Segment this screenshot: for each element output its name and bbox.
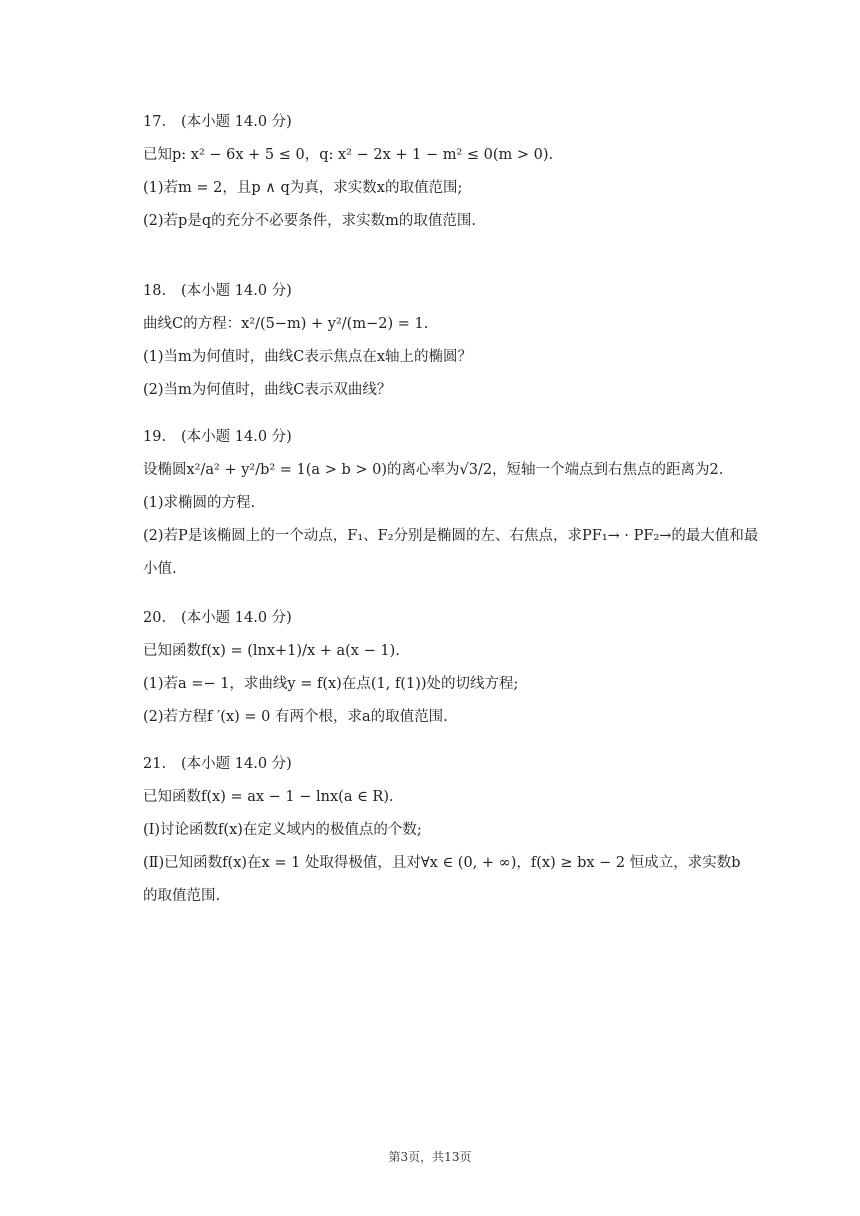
problem-part: (1)当m为何值时，曲线C表示焦点在x轴上的椭圆？ bbox=[143, 349, 473, 365]
problem-score: (本小题 14.0 分) bbox=[181, 756, 292, 772]
problem-part: (2)若p是q的充分不必要条件，求实数m的取值范围. bbox=[143, 213, 476, 229]
problem-score: (本小题 14.0 分) bbox=[181, 610, 292, 626]
problem-part: (Ⅰ)讨论函数f(x)在定义域内的极值点的个数; bbox=[143, 822, 422, 838]
page-footer: 第3页，共13页 bbox=[388, 1150, 472, 1164]
problem-header bbox=[143, 280, 763, 302]
problem-header bbox=[143, 607, 763, 629]
problem-score: (本小题 14.0 分) bbox=[181, 283, 292, 299]
problem-21 bbox=[143, 753, 763, 918]
problem-18 bbox=[143, 280, 763, 412]
problem-score: (本小题 14.0 分) bbox=[181, 429, 292, 445]
problem-part: (2)当m为何值时，曲线C表示双曲线？ bbox=[143, 382, 392, 398]
problem-part: 小值. bbox=[143, 561, 177, 577]
problem-score: (本小题 14.0 分) bbox=[181, 114, 292, 130]
problem-part: (1)若m = 2，且p ∧ q为真，求实数x的取值范围; bbox=[143, 180, 463, 196]
problem-stem: 曲线C的方程：x²/(5−m) + y²/(m−2) = 1. bbox=[143, 316, 429, 332]
problem-part: (Ⅱ)已知函数f(x)在x = 1 处取得极值，且对∀x ∈ (0, + ∞)，f(x) ≥ bx − 2 恒成立，求实数b bbox=[143, 855, 741, 871]
problem-number: 20. bbox=[143, 610, 167, 626]
problem-part: (2)若方程f ′(x) = 0 有两个根，求a的取值范围. bbox=[143, 709, 448, 725]
problem-part: 的取值范围. bbox=[143, 888, 221, 904]
problem-header bbox=[143, 426, 763, 448]
problem-stem: 设椭圆x²/a² + y²/b² = 1(a > b > 0)的离心率为√3/2，短轴一个端点到右焦点的距离为2. bbox=[143, 462, 724, 478]
problem-stem: 已知函数f(x) = (lnx+1)/x + a(x − 1). bbox=[143, 643, 400, 659]
problem-part: (1)若a =− 1，求曲线y = f(x)在点(1, f(1))处的切线方程; bbox=[143, 676, 519, 692]
problem-number: 17. bbox=[143, 114, 167, 130]
problem-number: 19. bbox=[143, 429, 167, 445]
problem-part: (1)求椭圆的方程. bbox=[143, 495, 256, 511]
problem-19 bbox=[143, 426, 763, 591]
problem-header bbox=[143, 111, 763, 133]
problem-part: (2)若P是该椭圆上的一个动点，F₁、F₂分别是椭圆的左、右焦点，求PF₁→ · PF₂→的最大值和最 bbox=[143, 528, 759, 544]
problem-number: 18. bbox=[143, 283, 167, 299]
problem-number: 21. bbox=[143, 756, 167, 772]
problem-stem: 已知p: x² − 6x + 5 ≤ 0，q: x² − 2x + 1 − m² ≤ 0(m > 0). bbox=[143, 147, 554, 163]
problem-stem: 已知函数f(x) = ax − 1 − lnx(a ∈ R). bbox=[143, 789, 394, 805]
problem-header bbox=[143, 753, 763, 775]
problem-17 bbox=[143, 111, 763, 243]
problem-20 bbox=[143, 607, 763, 739]
